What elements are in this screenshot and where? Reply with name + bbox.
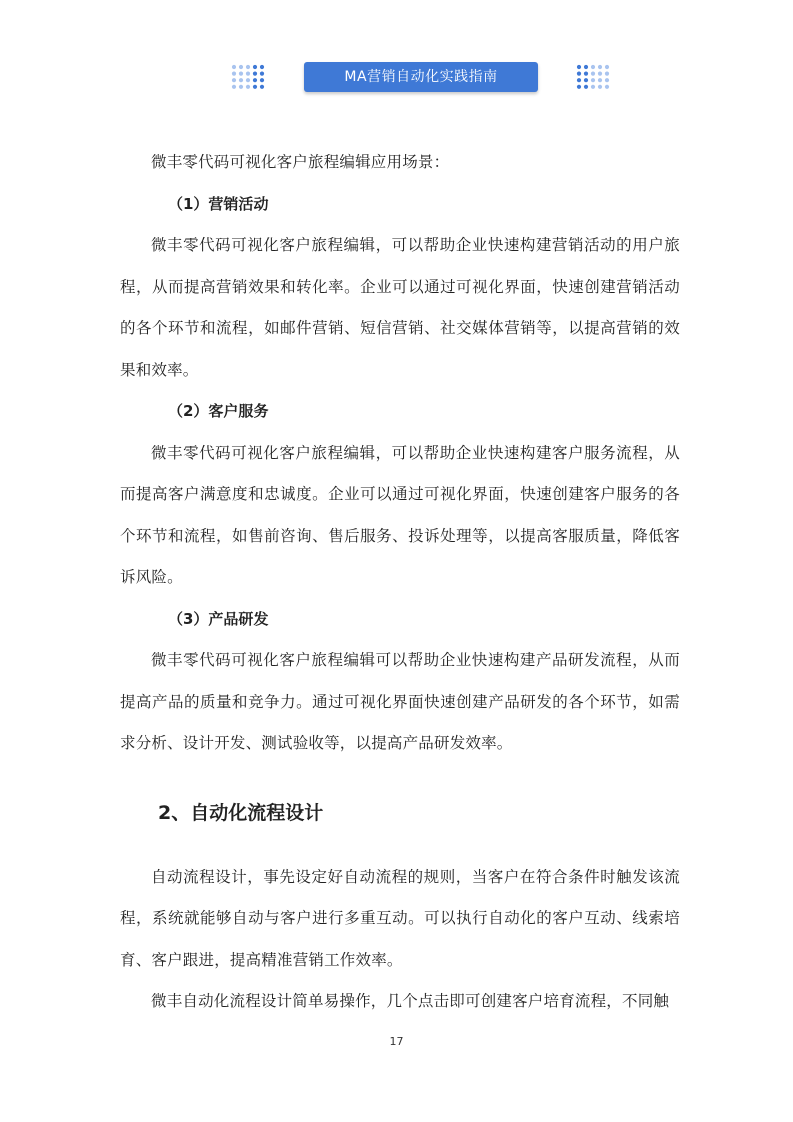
automation-paragraph-1: 自动流程设计，事先设定好自动流程的规则，当客户在符合条件时触发该流程，系统就能够自动与客户进行多重互动。可以执行自动化的客户互动、线索培育、客户跟进，提高精准营销工作效率。 — [120, 867, 680, 969]
page-number: 17 — [389, 1035, 404, 1048]
decorative-dot — [239, 65, 243, 69]
decorative-dot — [239, 72, 243, 76]
decorative-dot — [232, 78, 236, 82]
decorative-dot — [598, 78, 602, 82]
decorative-dot — [260, 72, 264, 76]
decorative-dot — [577, 65, 581, 69]
section-paragraph-marketing: 微丰零代码可视化客户旅程编辑，可以帮助企业快速构建营销活动的用户旅程，从而提高营销效果和转化率。企业可以通过可视化界面，快速创建营销活动的各个环节和流程，如邮件营销、短信营销、社交媒体营销等，以提高营销的效果和效率。 — [120, 236, 680, 379]
decorative-dot — [584, 72, 588, 76]
decorative-dot — [584, 85, 588, 89]
decorative-dot — [232, 65, 236, 69]
decorative-dot — [577, 85, 581, 89]
decorative-dot — [253, 78, 257, 82]
section-paragraph-product-rd: 微丰零代码可视化客户旅程编辑可以帮助企业快速构建产品研发流程，从而提高产品的质量和竞争力。通过可视化界面快速创建产品研发的各个环节，如需求分析、设计开发、测试验收等，以提高产品研发效率。 — [120, 651, 680, 752]
decorative-dot — [253, 65, 257, 69]
decorative-dot — [246, 85, 250, 89]
decorative-dot — [598, 85, 602, 89]
decorative-dot — [584, 78, 588, 82]
decorative-dot — [577, 72, 581, 76]
decorative-dot — [246, 65, 250, 69]
dot-grid-decoration-left — [231, 64, 265, 90]
section-heading-customer-service: （2）客户服务 — [168, 402, 269, 420]
intro-paragraph: 微丰零代码可视化客户旅程编辑应用场景： — [151, 153, 450, 171]
decorative-dot — [260, 65, 264, 69]
decorative-dot — [232, 72, 236, 76]
decorative-dot — [584, 65, 588, 69]
page-body — [120, 142, 680, 1023]
decorative-dot — [605, 72, 609, 76]
decorative-dot — [239, 78, 243, 82]
decorative-dot — [246, 78, 250, 82]
decorative-dot — [598, 72, 602, 76]
section-heading-marketing: （1）营销活动 — [168, 194, 269, 213]
decorative-dot — [591, 65, 595, 69]
decorative-dot — [232, 85, 236, 89]
section-paragraph-customer-service: 微丰零代码可视化客户旅程编辑，可以帮助企业快速构建客户服务流程，从而提高客户满意度和忠诚度。企业可以通过可视化界面，快速创建客户服务的各个环节和流程，如售前咨询、售后服务、投诉处理等，以提高客服质量，降低客诉风险。 — [120, 443, 680, 586]
decorative-dot — [253, 72, 257, 76]
automation-paragraph-2: 微丰自动化流程设计简单易操作，几个点击即可创建客户培育流程，不同触 — [151, 992, 670, 1010]
decorative-dot — [605, 65, 609, 69]
decorative-dot — [260, 78, 264, 82]
decorative-dot — [577, 78, 581, 82]
decorative-dot — [605, 85, 609, 89]
decorative-dot — [260, 85, 264, 89]
decorative-dot — [591, 72, 595, 76]
section-heading-product-rd: （3）产品研发 — [168, 609, 269, 628]
decorative-dot — [591, 78, 595, 82]
decorative-dot — [253, 85, 257, 89]
header-title-badge: MA营销自动化实践指南 — [304, 62, 538, 92]
decorative-dot — [598, 65, 602, 69]
dot-grid-decoration-right — [576, 64, 610, 90]
page-header — [0, 62, 793, 94]
decorative-dot — [246, 72, 250, 76]
decorative-dot — [591, 85, 595, 89]
decorative-dot — [605, 78, 609, 82]
decorative-dot — [239, 85, 243, 89]
section-title-automation-flow: 2、自动化流程设计 — [158, 801, 324, 824]
